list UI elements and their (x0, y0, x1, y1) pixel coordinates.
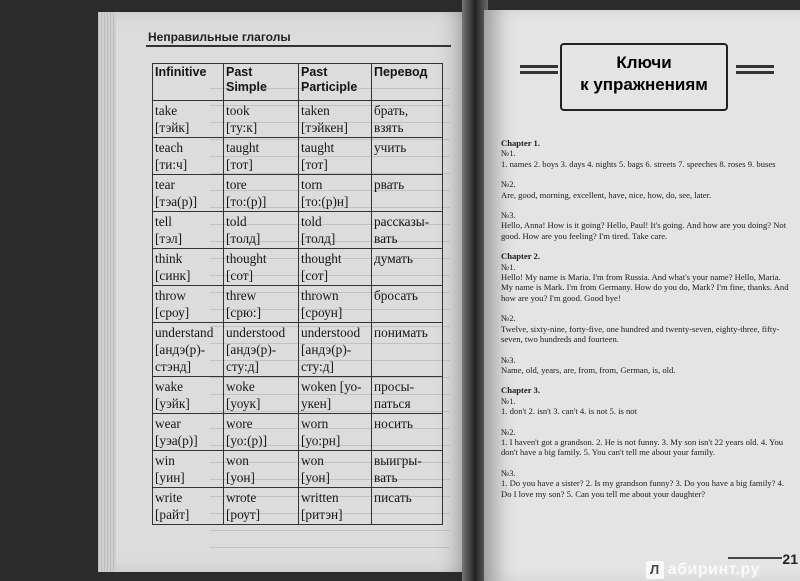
table-cell-part: understood [андэ(р)- сту:д] (299, 323, 372, 377)
exercise-number: №3. (501, 354, 516, 365)
table-cell-part: thrown [сроун] (299, 286, 372, 323)
watermark: Л абиринт.ру (646, 561, 760, 579)
page-number: 21 (782, 551, 798, 567)
table-header-row (153, 64, 443, 101)
table-cell-inf: wake [уэйк] (153, 377, 224, 414)
table-cell-past: told [толд] (224, 212, 299, 249)
column-header: Past Simple (224, 64, 299, 101)
table-cell-inf: take [тэйк] (153, 101, 224, 138)
irregular-verbs-table (152, 63, 443, 525)
watermark-logo-icon: Л (646, 561, 664, 579)
table-row (153, 249, 443, 286)
exercise-number: №1. (501, 261, 516, 272)
column-header: Перевод (372, 64, 443, 101)
table-cell-tr: брать, взять (372, 101, 443, 138)
right-page (484, 10, 800, 581)
exercise-answer: 1. names 2. boys 3. days 4. nights 5. bags 6. streets 7. speeches 8. roses 9. buses (501, 158, 776, 169)
table-cell-tr: рассказы- вать (372, 212, 443, 249)
table-cell-part: torn [то:(р)н] (299, 175, 372, 212)
exercise-answer: 1. I haven't got a grandson. 2. He is not funny. 3. My son isn't 22 years old. 4. You don't have a big family. 5. You can't tell me about your family. (501, 436, 784, 458)
table-cell-part: taught [тот] (299, 138, 372, 175)
table-cell-part: woken [уо- укен] (299, 377, 372, 414)
table-cell-tr: бросать (372, 286, 443, 323)
table-cell-part: taken [тэйкен] (299, 101, 372, 138)
exercise-answer: Name, old, years, are, from, from, German, is, old. (501, 364, 676, 375)
table-cell-past: took [ту:к] (224, 101, 299, 138)
table-row (153, 488, 443, 525)
table-cell-tr: просы- паться (372, 377, 443, 414)
table-cell-tr: выигры- вать (372, 451, 443, 488)
table-cell-inf: understand [андэ(р)- стэнд] (153, 323, 224, 377)
table-cell-past: wrote [роут] (224, 488, 299, 525)
exercise-answer: Hello! My name is Maria. I'm from Russia. And what's your name? Hello, Maria. My name is Mark. I'm from Germany. How do you do, Mark? I'm fine, thanks. And how are you? I'm good. Good bye! (501, 272, 789, 303)
table-row (153, 138, 443, 175)
table-cell-tr: понимать (372, 323, 443, 377)
table-cell-inf: tell [тэл] (153, 212, 224, 249)
exercise-answer: 1. don't 2. isn't 3. can't 4. is not 5. is not (501, 406, 637, 417)
table-cell-past: tore [то:(р)] (224, 175, 299, 212)
column-header: Infinitive (153, 64, 224, 101)
table-cell-inf: win [уин] (153, 451, 224, 488)
answer-keys (501, 132, 791, 509)
table-cell-inf: think [синк] (153, 249, 224, 286)
section-title-line2: к упражнениям (580, 75, 708, 94)
table-cell-inf: tear [тэа(р)] (153, 175, 224, 212)
chapter-heading: Chapter 2. (501, 251, 540, 262)
table-cell-past: wore [уо:(р)] (224, 414, 299, 451)
table-cell-tr: думать (372, 249, 443, 286)
table-row (153, 286, 443, 323)
exercise-number: №1. (501, 148, 516, 159)
table-cell-tr: носить (372, 414, 443, 451)
table-cell-part: won [уон] (299, 451, 372, 488)
page-stack-edge (98, 12, 116, 572)
table-cell-part: thought [сот] (299, 249, 372, 286)
table-cell-inf: teach [ти:ч] (153, 138, 224, 175)
table-row (153, 451, 443, 488)
table-cell-part: told [толд] (299, 212, 372, 249)
table-cell-inf: wear [уэа(р)] (153, 414, 224, 451)
decorative-lines-left (520, 65, 558, 77)
table-row (153, 414, 443, 451)
exercise-number: №3. (501, 467, 516, 478)
table-row (153, 377, 443, 414)
exercise-number: №3. (501, 210, 516, 221)
exercise-number: №2. (501, 179, 516, 190)
table-cell-past: won [уон] (224, 451, 299, 488)
column-header: Past Participle (299, 64, 372, 101)
exercise-number: №2. (501, 313, 516, 324)
table-cell-past: taught [тот] (224, 138, 299, 175)
table-cell-inf: throw [сроу] (153, 286, 224, 323)
table-cell-part: written [ритэн] (299, 488, 372, 525)
exercise-answer: Twelve, sixty-nine, forty-five, one hundred and twenty-seven, eighty-three, fifty-seven, two hundreds and fourteen. (501, 323, 780, 345)
section-title-line1: Ключи (616, 53, 672, 72)
chapter-heading: Chapter 1. (501, 138, 540, 148)
table-row (153, 101, 443, 138)
exercise-number: №2. (501, 426, 516, 437)
table-cell-past: thought [сот] (224, 249, 299, 286)
table-cell-past: threw [срю:] (224, 286, 299, 323)
table-cell-part: worn [уо:рн] (299, 414, 372, 451)
table-cell-inf: write [райт] (153, 488, 224, 525)
section-title-box (560, 43, 728, 111)
footer-rule (728, 557, 782, 559)
table-row (153, 212, 443, 249)
exercise-answer: 1. Do you have a sister? 2. Is my grandson funny? 3. Do you have a big family? 4. Do I love my son? 5. Can you tell me about your daughter? (501, 478, 785, 499)
table-row (153, 175, 443, 212)
left-page (98, 12, 468, 572)
table-row (153, 323, 443, 377)
table-cell-tr: учить (372, 138, 443, 175)
table-cell-tr: рвать (372, 175, 443, 212)
exercise-answer: Hello, Anna! How is it going? Hello, Paul! It's going. And how are you doing? Not good. How are you feeling? I'm tired. Take care. (501, 220, 787, 241)
chapter-heading: Chapter 3. (501, 385, 540, 396)
exercise-answer: Are, good, morning, excellent, have, nice, how, do, see, later. (501, 189, 712, 200)
exercise-number: №1. (501, 395, 516, 406)
table-cell-past: woke [уоук] (224, 377, 299, 414)
table-cell-past: understood [андэ(р)- сту:д] (224, 323, 299, 377)
running-head: Неправильные глаголы (148, 30, 291, 44)
decorative-lines-right (736, 65, 774, 77)
header-rule (146, 45, 451, 47)
table-cell-tr: писать (372, 488, 443, 525)
